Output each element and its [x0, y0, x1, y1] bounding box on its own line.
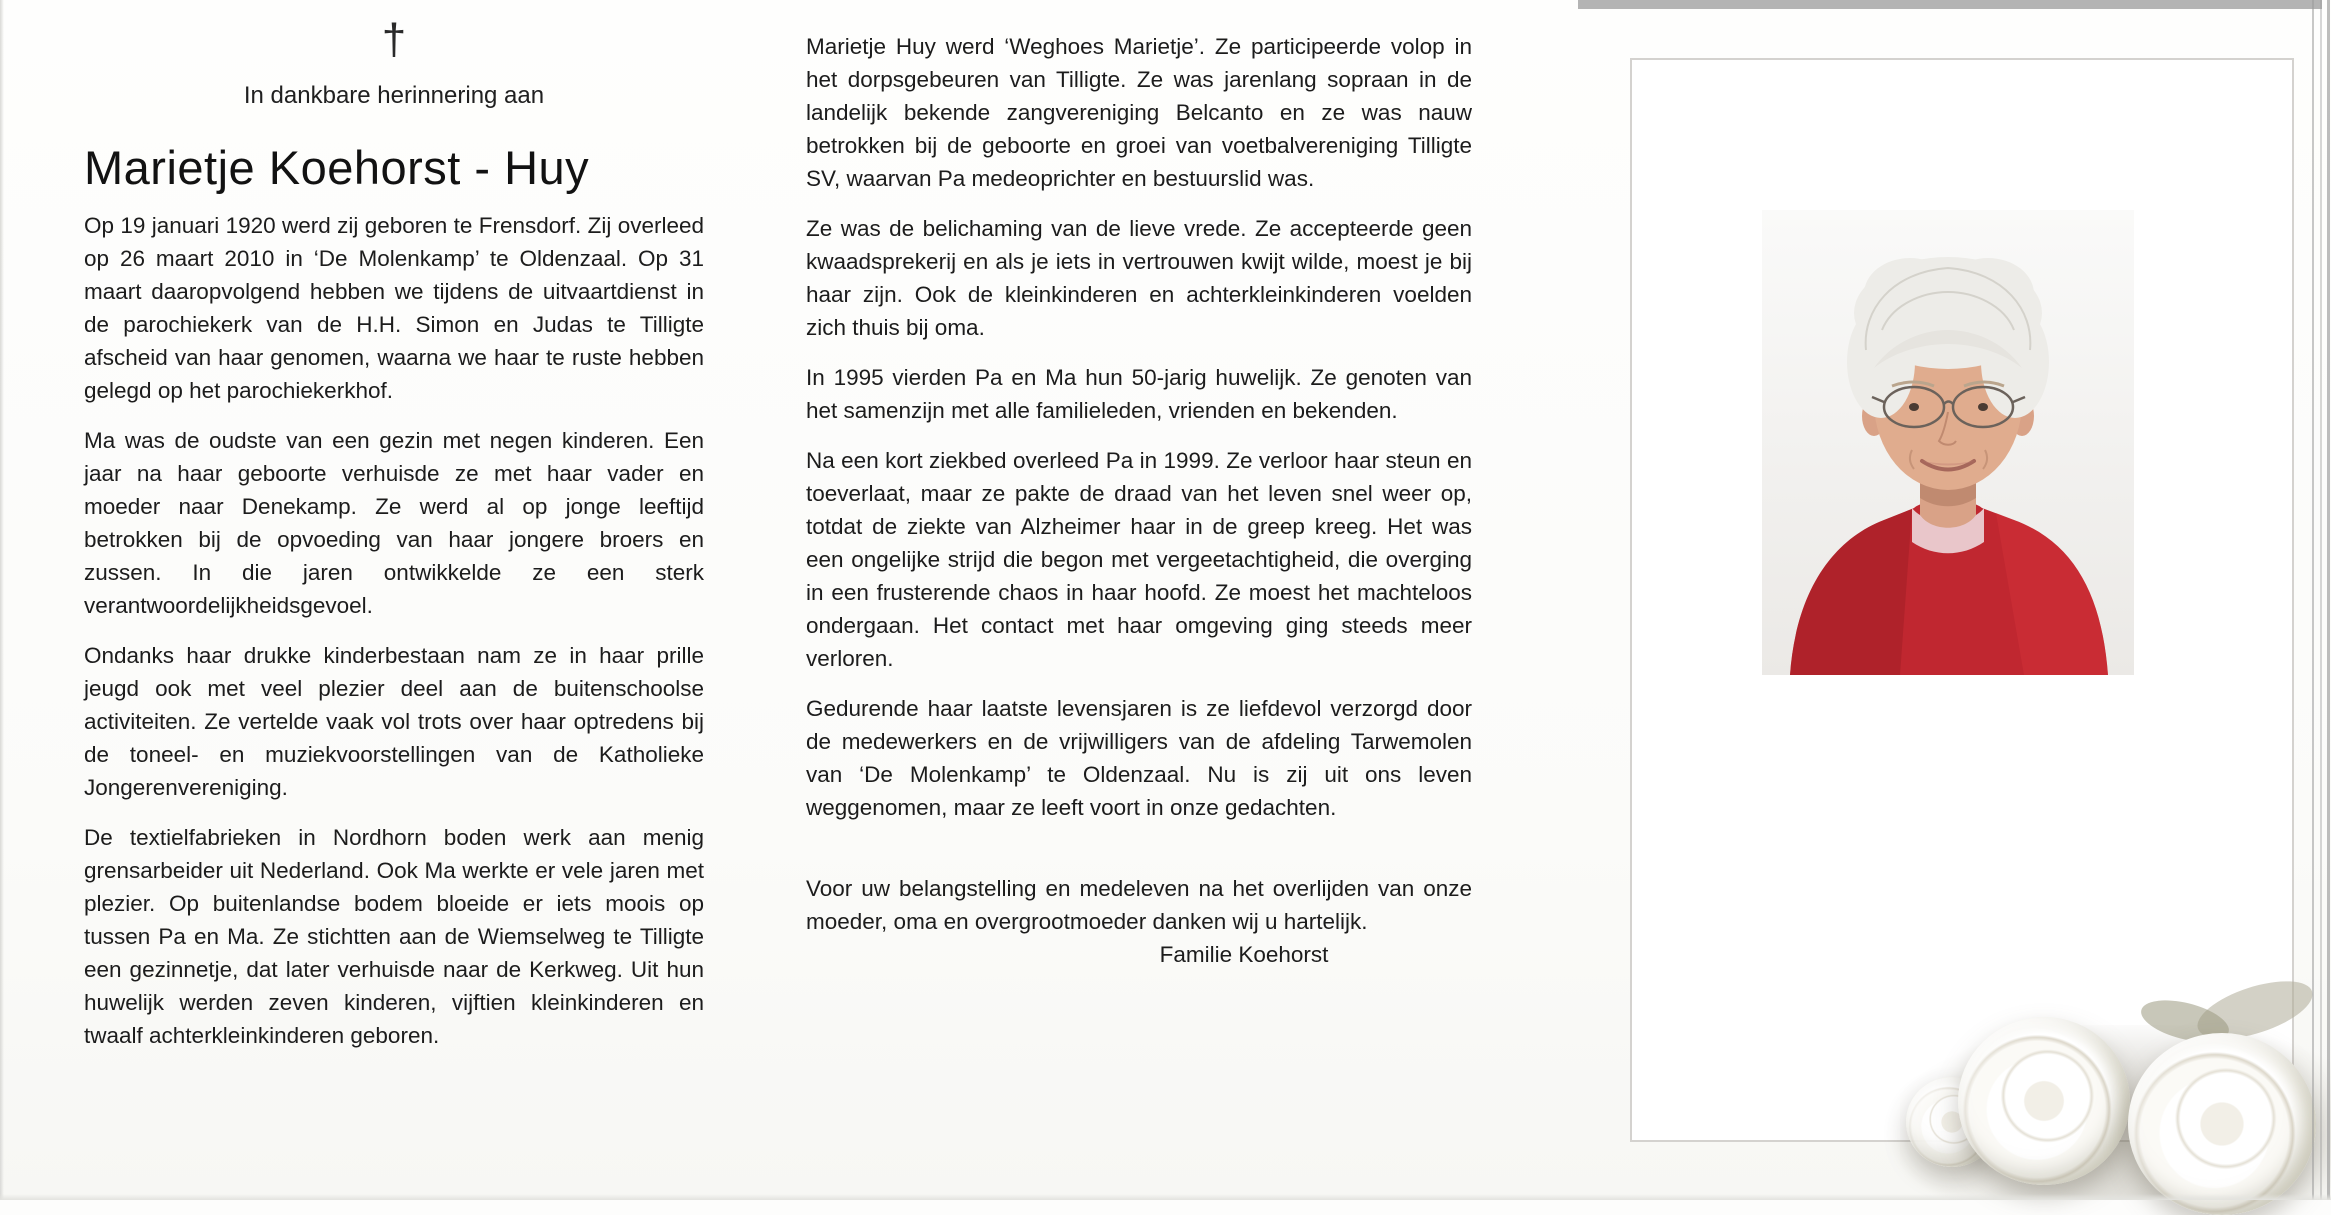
- roses-decoration: [1900, 985, 2331, 1200]
- scan-edge-shadow-bottom: [0, 1194, 2331, 1200]
- scan-edge-shadow-left: [0, 0, 4, 1200]
- card-header: [84, 15, 704, 110]
- scan-artifact-edge-line: [2312, 0, 2314, 1200]
- paragraph-final-years: Gedurende haar laatste levensjaren is ze liefdevol verzorgd door de medewerkers en de vrijwilligers van de afdeling Tarwemolen van ‘De Molenkamp’ te Oldenzaal. Nu is zij uit ons leven weggenomen, maar ze leeft voort in onze gedachten.: [806, 696, 1472, 820]
- paragraph-illness: Na een kort ziekbed overleed Pa in 1999. Ze verloor haar steun en toeverlaat, maar ze pakte de draad van het leven snel weer op, totdat de ziekte van Alzheimer haar in de greep kreeg. Het was een ongelijke strijd die begon met vergeetachtigheid, die overging in een frusterende chaos in haar hoofd. Ze moest het machteloos ondergaan. Het contact met haar omgeving ging steeds meer verloren.: [806, 448, 1472, 671]
- photo-frame: [1630, 58, 2294, 1142]
- paragraph-youth-activities: Ondanks haar drukke kinderbestaan nam ze in haar prille jeugd ook met veel plezier deel aan de buitenschoolse activiteiten. Ze vertelde vaak vol trots over haar optredens bij de toneel- en muziekvoorstellingen van de Katholieke Jongerenvereniging.: [84, 643, 704, 800]
- portrait-illustration: [1762, 210, 2134, 675]
- paragraph-anniversary: In 1995 vierden Pa en Ma hun 50-jarig huwelijk. Ze genoten van het samenzijn met alle familieleden, vrienden en bekenden.: [806, 365, 1472, 423]
- scan-artifact-top-strip: [1578, 0, 2322, 9]
- white-rose-right: [2128, 1033, 2316, 1215]
- scan-artifact-edge-line: [2320, 0, 2322, 1200]
- middle-column: [806, 30, 1472, 971]
- intro-line: In dankbare herinnering aan: [243, 82, 545, 109]
- paragraph-family-origin: Ma was de oudste van een gezin met negen kinderen. Een jaar na haar geboorte verhuisde ze met haar vader en moeder naar Denekamp. Ze werd al op jonge leeftijd betrokken bij de opvoeding van haar jongere broers en zussen. In die jaren ontwikkelde ze een sterk verantwoordelijkheidsgevoel.: [84, 428, 704, 618]
- cross-icon: †: [381, 15, 407, 64]
- closing-thanks: Voor uw belangstelling en medeleven na het overlijden van onze moeder, oma en overgrootmoeder danken wij u hartelijk.: [806, 876, 1472, 934]
- paragraph-birth-death: Op 19 januari 1920 werd zij geboren te Frensdorf. Zij overleed op 26 maart 2010 in ‘De Molenkamp’ te Oldenzaal. Op 31 maart daaropvolgend hebben we tijdens de uitvaartdienst in de parochiekerk van de H.H. Simon en Judas te Tilligte afscheid van haar genomen, waarna we haar te ruste hebben gelegd op het parochiekerkhof.: [84, 213, 704, 403]
- deceased-name: Marietje Koehorst - Huy: [84, 141, 590, 194]
- paragraph-work-marriage: De textielfabrieken in Nordhorn boden werk aan menig grensarbeider uit Nederland. Ook Ma werkte er vele jaren met plezier. Op buitenlandse bodem bloeide er iets moois op tussen Pa en Ma. Ze stichtten aan de Wiemselweg te Tilligte een gezinnetje, dat later verhuisde naar de Kerkweg. Uit hun huwelijk werden zeven kinderen, vijftien kleinkinderen en twaalf achterkleinkinderen geboren.: [84, 825, 704, 1048]
- paragraph-village-life: Marietje Huy werd ‘Weghoes Marietje’. Ze participeerde volop in het dorpsgebeuren van Tilligte. Ze was jarenlang sopraan in de landelijk bekende zangvereniging Belcanto en ze was nauw betrokken bij de geboorte en groei van voetbalvereniging Tilligte SV, waarvan Pa medeoprichter en bestuurslid was.: [806, 34, 1472, 191]
- left-column: [84, 15, 704, 1069]
- paragraph-character: Ze was de belichaming van de lieve vrede. Ze accepteerde geen kwaadsprekerij en als je iets in vertrouwen kwijt wilde, moest je bij haar zijn. Ook de kleinkinderen en achterkleinkinderen voelden zich thuis bij oma.: [806, 216, 1472, 340]
- portrait-photo: [1762, 210, 2134, 675]
- family-signature: Familie Koehorst: [1159, 942, 1329, 967]
- white-rose-left: [1958, 1017, 2130, 1185]
- scan-artifact-edge-line: [2327, 0, 2330, 1200]
